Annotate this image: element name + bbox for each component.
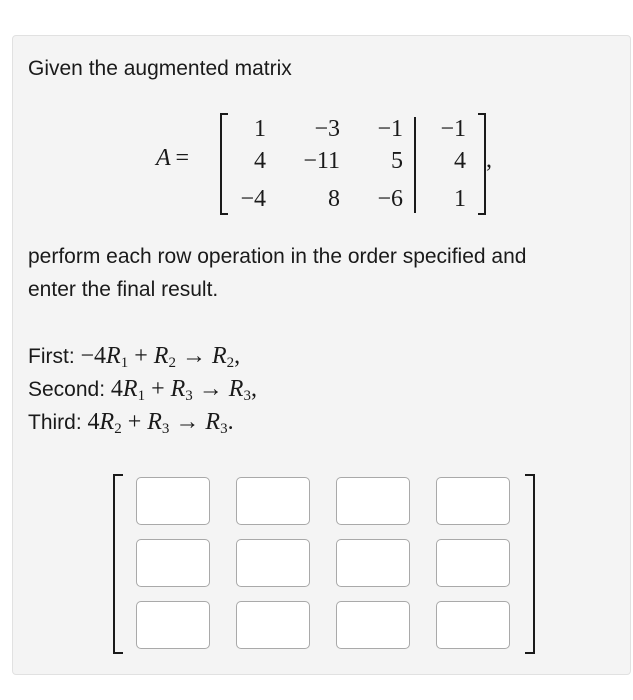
operation-expression: $4R_1 + R_3 \to R_3$, [110,376,257,404]
matrix-cell-r2-c3: 5 [391,148,403,174]
matrix-trailing-comma: , [486,147,492,173]
answer-input-r3-c3[interactable] [336,601,410,649]
matrix-label [156,145,189,172]
matrix-cell-r1-c3: −1 [377,116,403,142]
matrix-right-bracket [478,113,486,215]
matrix-cell-r1-c1: 1 [254,116,266,142]
answer-input-r1-c2[interactable] [236,477,310,525]
matrix-name: A [156,145,171,171]
matrix-cell-r3-c3: −6 [377,186,403,212]
answer-input-r2-c1[interactable] [136,539,210,587]
answer-input-r2-c4[interactable] [436,539,510,587]
operation-second [28,373,257,406]
matrix-cell-r1-c2: −3 [314,116,340,142]
matrix-cell-r2-c1: 4 [254,148,266,174]
answer-input-r3-c1[interactable] [136,601,210,649]
operation-third [28,406,234,439]
operation-expression: $4R_2 + R_3 \to R_3$. [87,409,234,437]
answer-input-r3-c4[interactable] [436,601,510,649]
matrix-cell-r2-c4: 4 [454,148,466,174]
operation-label: Second: [28,378,111,401]
operation-label: First: [28,345,81,368]
operation-first [28,340,240,373]
matrix-cell-r2-c2: −11 [303,148,340,174]
augmented-matrix [150,105,500,220]
matrix-cell-r3-c1: −4 [240,186,266,212]
equals-sign: = [175,145,190,171]
answer-right-bracket [525,474,535,654]
matrix-cell-r3-c2: 8 [328,186,340,212]
answer-left-bracket [113,474,123,654]
operation-label: Third: [28,411,88,434]
instruction-line-2: enter the final result. [28,278,219,301]
answer-input-r1-c4[interactable] [436,477,510,525]
answer-input-r2-c3[interactable] [336,539,410,587]
matrix-cell-r3-c4: 1 [454,186,466,212]
answer-input-r1-c1[interactable] [136,477,210,525]
answer-input-r3-c2[interactable] [236,601,310,649]
answer-input-r2-c2[interactable] [236,539,310,587]
matrix-cell-r1-c4: −1 [440,116,466,142]
operation-expression: $-4R_1 + R_2 \to R_2$, [80,343,241,371]
question-intro: Given the augmented matrix [28,57,292,80]
answer-input-r1-c3[interactable] [336,477,410,525]
instruction-line-1: perform each row operation in the order specified and [28,245,527,268]
